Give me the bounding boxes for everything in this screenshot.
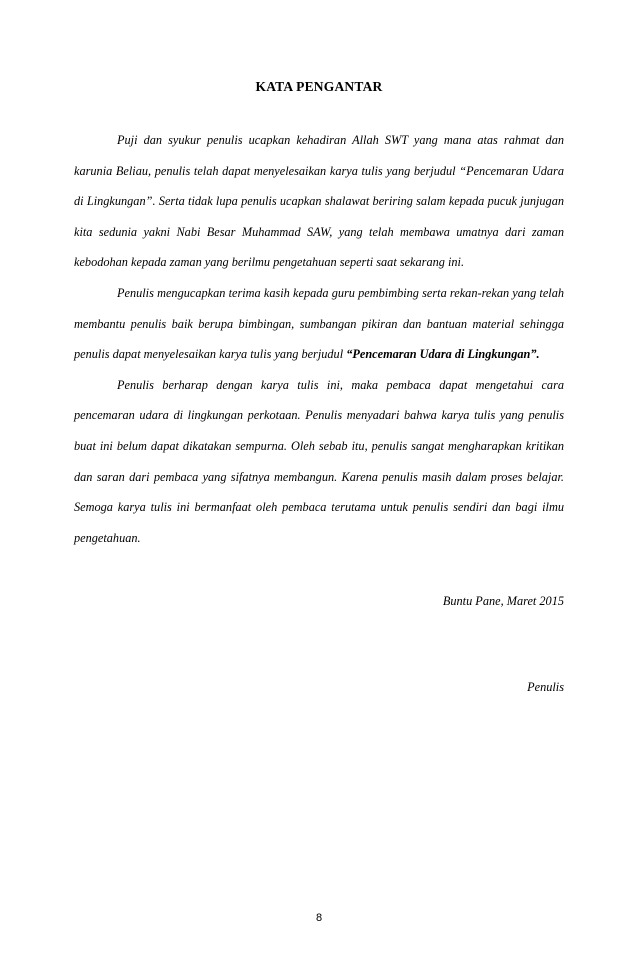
- body-text: [74, 125, 564, 553]
- paragraph-2: [74, 278, 564, 370]
- paragraph-2-bold-title: “Pencemaran Udara di Lingkungan”.: [346, 347, 540, 362]
- page-number: 8: [315, 912, 323, 924]
- paragraph-2-text: Penulis mengucapkan terima kasih kepada guru pembimbing serta rekan-rekan yang telah membantu penulis baik berupa bimbingan, sumbangan pikiran dan bantuan material sehingga penulis dapat menyelesaikan karya tulis yang berjudul: [74, 285, 564, 362]
- place-date: Buntu Pane, Maret 2015: [442, 594, 564, 608]
- page-title: KATA PENGANTAR: [255, 79, 383, 94]
- paragraph-1: Puji dan syukur penulis ucapkan kehadiran Allah SWT yang mana atas rahmat dan karunia Beliau, penulis telah dapat menyelesaikan karya tulis yang berjudul “Pencemaran Udara di Lingkungan”. Serta tidak lupa penulis ucapkan shalawat beriring salam kepada pucuk junjugan kita sedunia yakni Nabi Besar Muhammad SAW, yang telah membawa umatnya dari zaman kebodohan kepada zaman yang berilmu pengetahuan seperti saat sekarang ini.: [74, 133, 564, 270]
- paragraph-3: Penulis berharap dengan karya tulis ini, maka pembaca dapat mengetahui cara pencemaran udara di lingkungan perkotaan. Penulis menyadari bahwa karya tulis yang penulis buat ini belum dapat dikatakan sempurna. Oleh sebab itu, penulis sangat mengharapkan kritikan dan saran dari pembaca yang sifatnya membangun. Karena penulis masih dalam proses belajar. Semoga karya tulis ini bermanfaat oleh pembaca terutama untuk penulis sendiri dan bagi ilmu pengetahuan.: [74, 377, 564, 545]
- author-signature: Penulis: [527, 680, 564, 694]
